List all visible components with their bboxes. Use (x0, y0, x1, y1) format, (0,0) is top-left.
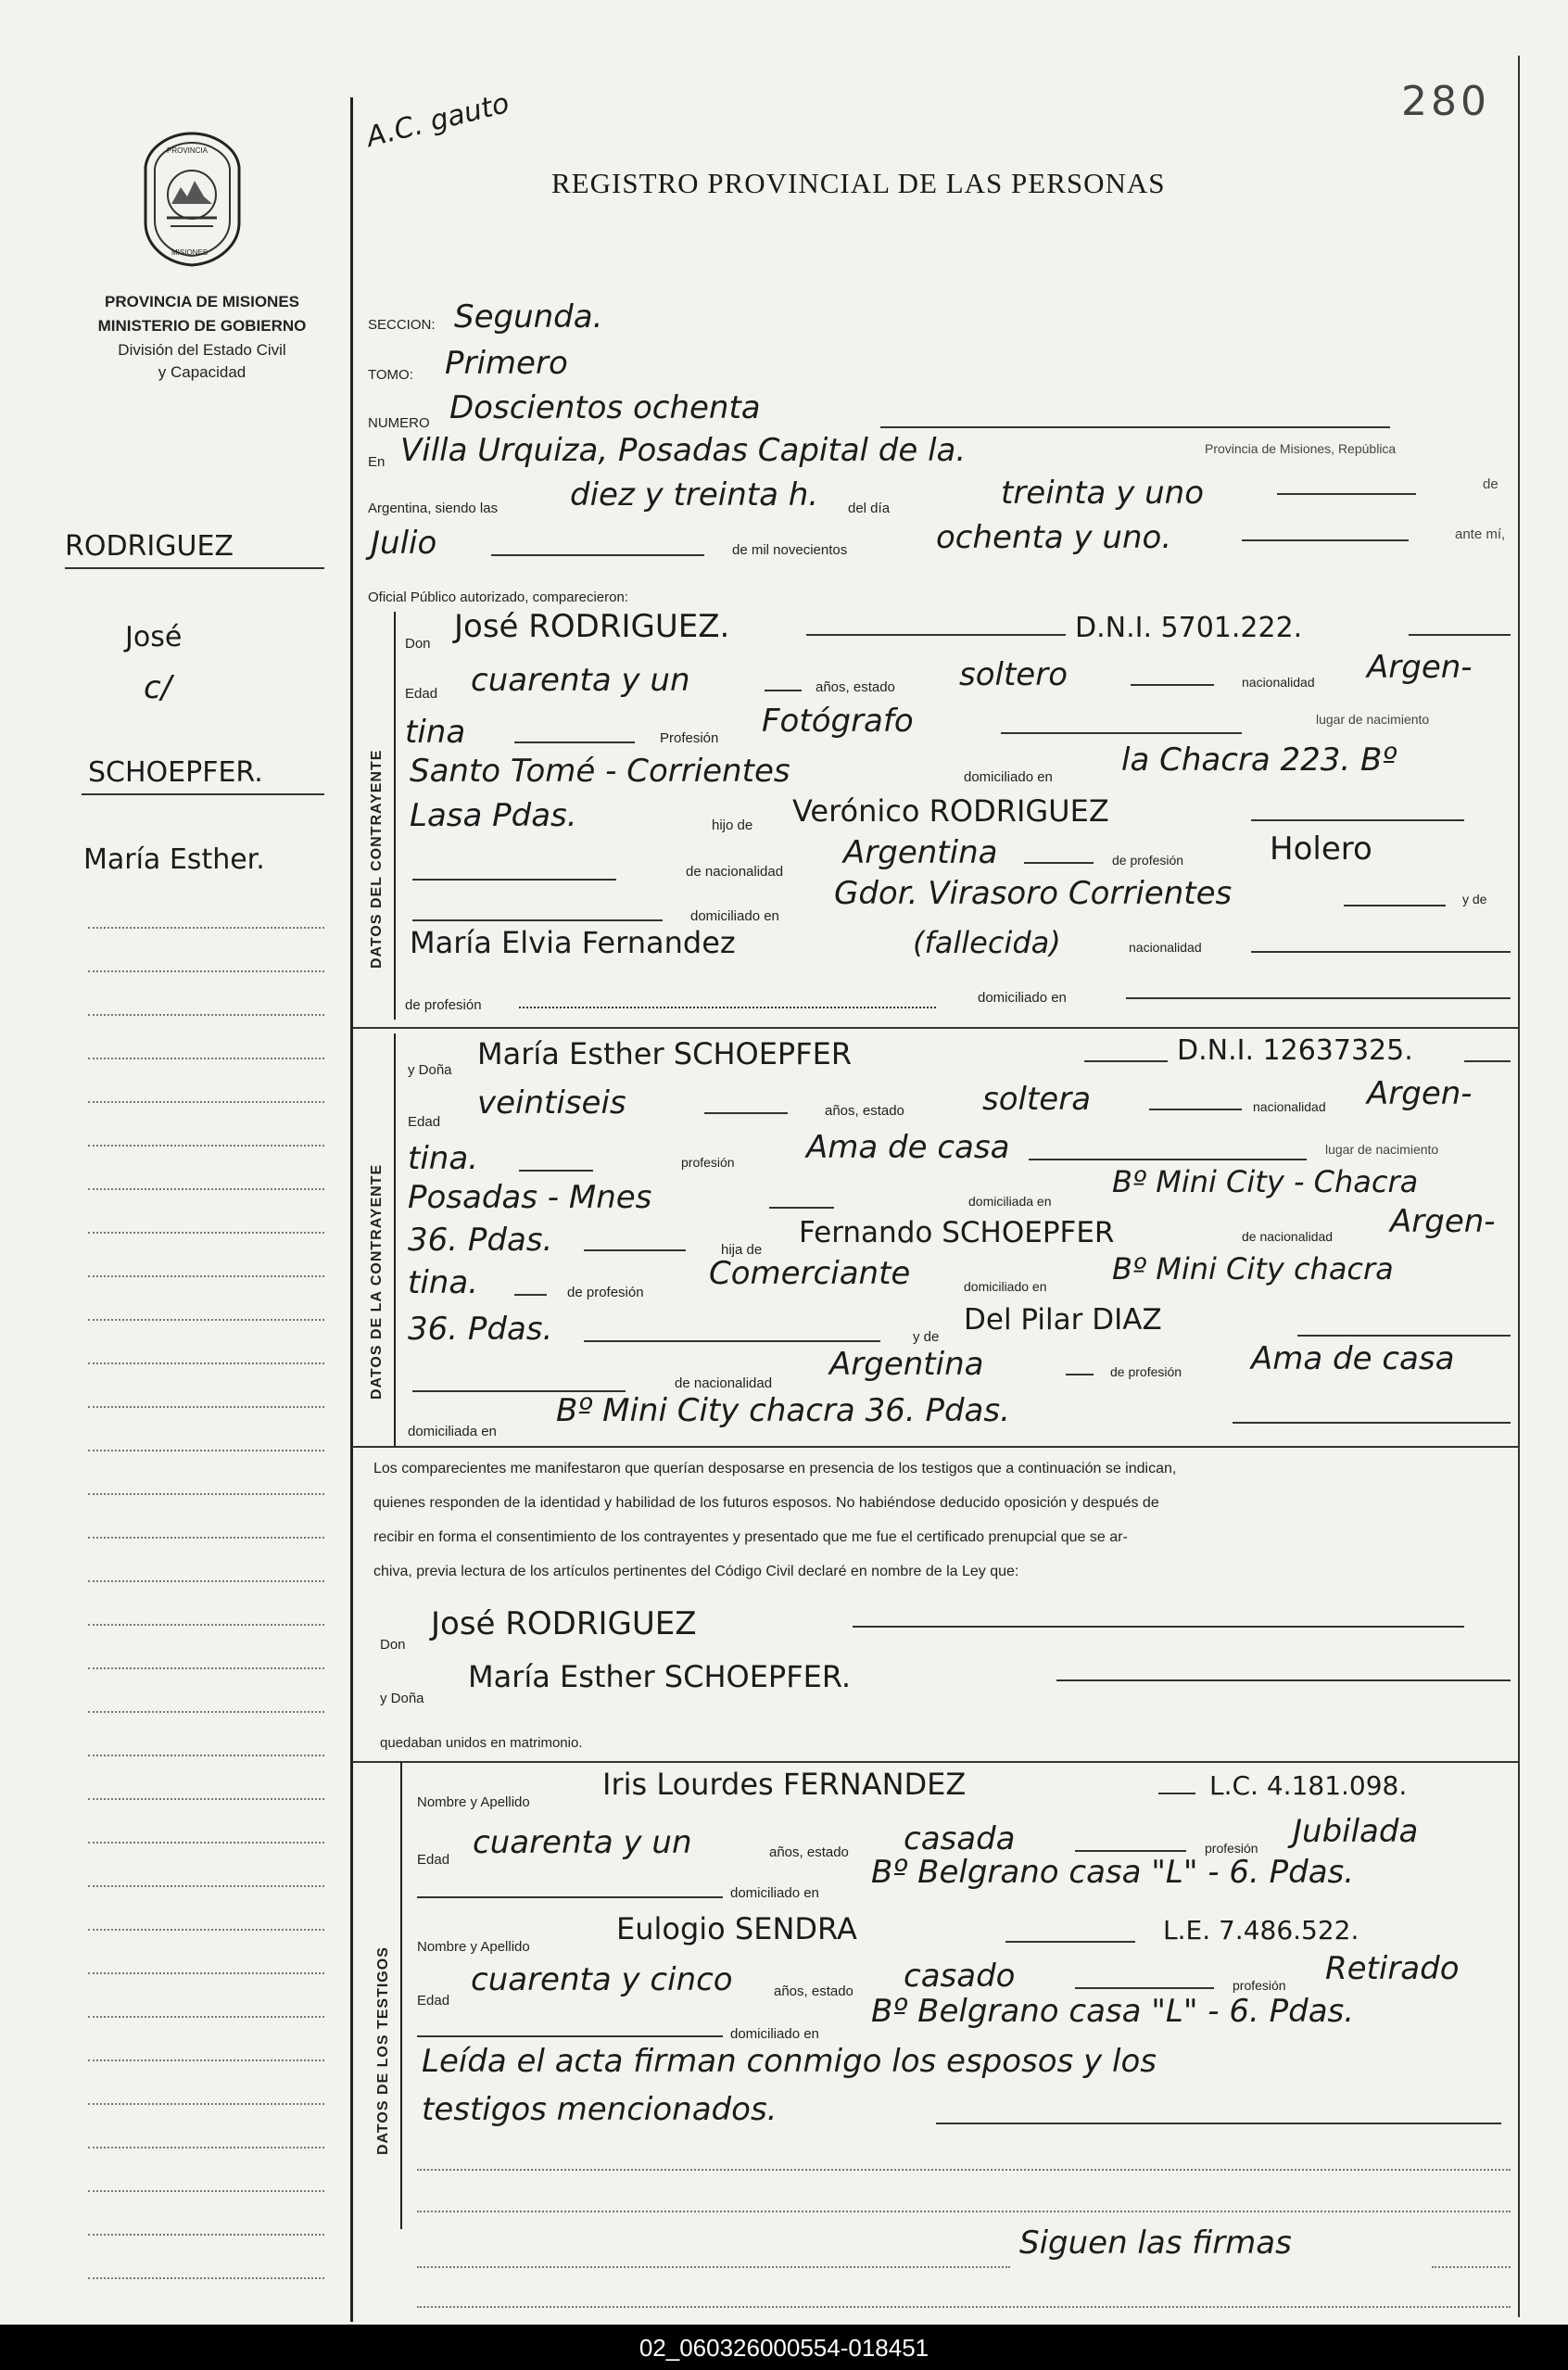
groom-prof: Fotógrafo (762, 703, 914, 740)
bride-nac: Argen- (1367, 1075, 1473, 1112)
bride-fnac-fill (514, 1294, 547, 1296)
groom-prof-label: Profesión (660, 730, 719, 746)
w1-nombre-label: Nombre y Apellido (417, 1794, 530, 1810)
w1-name: Iris Lourdes FERNANDEZ (602, 1767, 967, 1802)
groom-mprof-label: de profesión (405, 997, 482, 1013)
margin-rule-line (88, 1580, 324, 1582)
coat-of-arms-seal (139, 130, 246, 269)
anio-value: ochenta y uno. (936, 519, 1172, 556)
bride-domic-cont: 36. Pdas. (408, 1222, 553, 1259)
bride-domic: Bº Mini City - Chacra (1112, 1164, 1419, 1199)
margin-rule-line (88, 1667, 324, 1669)
w1-anos-label: años, estado (769, 1844, 849, 1860)
groom-fnac-label: de nacionalidad (686, 864, 784, 880)
bride-prof-fill (1029, 1159, 1307, 1160)
margin-rule-line (88, 2190, 324, 2192)
w1-edad-label: Edad (417, 1852, 450, 1868)
groom-dni-fill (1409, 634, 1511, 636)
bride-y-de-label: y de (913, 1329, 940, 1345)
w2-edad-label: Edad (417, 1993, 450, 2009)
mil-label: de mil novecientos (732, 542, 848, 558)
bride-domic-fill (584, 1249, 686, 1251)
bride-mother-fill (1297, 1335, 1511, 1337)
groom-fnac-blank (412, 879, 616, 881)
w2-domic-blank (417, 2035, 723, 2037)
margin-rule-line (88, 1014, 324, 1016)
dia-value: treinta y uno (1001, 475, 1205, 512)
decl-dona-name: María Esther SCHOEPFER. (468, 1659, 852, 1694)
bride-lugar: Posadas - Mnes (408, 1179, 652, 1216)
bride-dona-label: y Doña (408, 1062, 452, 1078)
bride-edad: veintiseis (477, 1084, 626, 1122)
groom-father: Verónico RODRIGUEZ (792, 793, 1109, 829)
groom-nac-label: nacionalidad (1242, 675, 1315, 690)
groom-domic-cont: Lasa Pdas. (410, 797, 577, 834)
margin-rule-line (88, 1450, 324, 1451)
w2-name-fill (1005, 1941, 1135, 1943)
del-dia-label: del día (848, 501, 891, 516)
w2-estado: casado (904, 1958, 1016, 1995)
declaration-line-4: chiva, previa lectura de los artículos pertinentes del Código Civil declaré en nombre de la Ley que: (373, 1564, 1019, 1579)
groom-nac-cont: tina (405, 714, 466, 751)
bride-mnac-label: de nacionalidad (675, 1375, 773, 1391)
margin-rule-line (88, 1362, 324, 1364)
witness-note-line-2: testigos mencionados. (422, 2091, 778, 2128)
margin-rule-line (88, 1624, 324, 1626)
groom-anos-label: años, estado (816, 679, 895, 695)
province-name: PROVINCIA DE MISIONES (104, 293, 299, 311)
footer-bar (0, 2325, 1568, 2370)
groom-lugar-label: lugar de nacimiento (1316, 712, 1430, 727)
w1-name-fill (1158, 1793, 1195, 1794)
groom-father-fill (1251, 819, 1464, 821)
w1-estado: casada (904, 1820, 1016, 1857)
bride-edad-label: Edad (408, 1114, 441, 1130)
groom-fdomic-label: domiciliado en (690, 908, 779, 924)
decl-dona-label: y Doña (380, 1691, 424, 1706)
groom-don-label: Don (405, 636, 431, 652)
groom-fdomic-blank (412, 919, 663, 921)
declaration-line-3: recibir en forma el consentimiento de los contrayentes y presentado que me fue el certificado prenupcial que se ar- (373, 1529, 1128, 1545)
footer-id: 02_060326000554-018451 (639, 2334, 929, 2362)
margin-rule-line (88, 1319, 324, 1321)
groom-domic: la Chacra 223. Bº (1121, 741, 1397, 779)
margin-rule-line (88, 1493, 324, 1495)
bride-side-label: DATOS DE LA CONTRAYENTE (369, 1163, 385, 1400)
groom-fnac-fill (1024, 862, 1094, 864)
bride-fprof: Comerciante (709, 1255, 911, 1292)
witness-blank-line-4 (1432, 2266, 1511, 2268)
bride-estado: soltera (982, 1081, 1092, 1118)
de-label: de (1483, 476, 1498, 492)
margin-rule-line (88, 927, 324, 929)
margin-rule-line (88, 1058, 324, 1059)
groom-fdomic: Gdor. Virasoro Corrientes (834, 875, 1233, 912)
w2-estado-fill (1075, 1987, 1214, 1989)
margin-surname-2: SCHOEPFER. (88, 756, 263, 789)
numero-fill-line (880, 426, 1390, 428)
groom-mprof-fill (519, 1007, 936, 1008)
bride-mdomic-fill (1233, 1422, 1511, 1424)
groom-mnac-fill (1251, 951, 1511, 953)
groom-dni: D.N.I. 5701.222. (1075, 612, 1303, 644)
w2-prof: Retirado (1325, 1950, 1460, 1987)
bride-lugar-fill (769, 1207, 834, 1209)
margin-rule-line (88, 1798, 324, 1800)
bride-prof-label: profesión (681, 1155, 735, 1170)
witness-note-fill (936, 2123, 1501, 2124)
groom-nac: Argen- (1367, 649, 1473, 686)
groom-edad-fill (765, 690, 802, 691)
groom-nac-fill (514, 741, 635, 743)
margin-rule-line (88, 1972, 324, 1974)
decl-don-name: José RODRIGUEZ (431, 1605, 697, 1642)
groom-estado-fill (1131, 684, 1214, 686)
page-number: 280 (1401, 78, 1490, 125)
w1-edad: cuarenta y un (473, 1824, 692, 1861)
bride-mnac: Argentina (829, 1346, 984, 1383)
w2-anos-label: años, estado (774, 1983, 854, 1999)
decl-closing: quedaban unidos en matrimonio. (380, 1735, 583, 1751)
bride-bracket-line (394, 1033, 396, 1446)
groom-name-fill (806, 634, 1066, 636)
groom-domic-label: domiciliado en (964, 769, 1053, 785)
clerk-annotation: A.C. gauto (363, 86, 513, 154)
w1-prof: Jubilada (1293, 1813, 1419, 1850)
groom-mother-note: (fallecida) (913, 925, 1061, 960)
bride-dni: D.N.I. 12637325. (1177, 1034, 1413, 1067)
groom-bracket-line (394, 612, 396, 1020)
mes-fill-line (491, 554, 704, 556)
w1-domic: Bº Belgrano casa "L" - 6. Pdas. (871, 1854, 1355, 1891)
margin-rule-line (88, 1537, 324, 1539)
groom-mother: María Elvia Fernandez (410, 925, 736, 960)
bride-fdomic-cont: 36. Pdas. (408, 1311, 553, 1348)
groom-prof-fill (1001, 732, 1242, 734)
bride-father: Fernando SCHOEPFER (799, 1216, 1115, 1249)
bride-mprof: Ama de casa (1251, 1340, 1455, 1377)
margin-rule-line (88, 1232, 324, 1234)
margin-rule-line (88, 1406, 324, 1408)
tomo-label: TOMO: (368, 367, 413, 383)
w1-estado-fill (1075, 1850, 1186, 1852)
margin-divider-line (350, 97, 353, 2322)
division-line-1: División del Estado Civil (118, 341, 286, 359)
margin-rule-line (88, 1842, 324, 1844)
margin-rule-line (88, 1188, 324, 1190)
groom-edad: cuarenta y un (471, 662, 690, 699)
bride-nac-label: nacionalidad (1253, 1099, 1326, 1114)
en-value: Villa Urquiza, Posadas Capital de la. (400, 432, 967, 469)
bride-mother: Del Pilar DIAZ (964, 1303, 1162, 1337)
mes-value: Julio (371, 525, 437, 562)
w2-domic-label: domiciliado en (730, 2026, 819, 2042)
margin-underline-2 (82, 793, 324, 795)
groom-fprof: Holero (1270, 830, 1372, 868)
bride-anos-label: años, estado (825, 1103, 904, 1119)
bride-mnac-fill (1066, 1374, 1094, 1375)
margin-rule-line (88, 2016, 324, 2018)
decl-don-fill (853, 1626, 1464, 1628)
witness-bracket-line (400, 1761, 402, 2229)
bride-fnac: Argen- (1390, 1203, 1496, 1240)
groom-fdomic-fill (1344, 905, 1446, 906)
seccion-label: SECCION: (368, 317, 436, 333)
groom-side-label: DATOS DEL CONTRAYENTE (369, 749, 385, 969)
bride-estado-fill (1149, 1109, 1242, 1110)
margin-rule-line (88, 970, 324, 972)
margin-given-1: José (125, 621, 183, 653)
bride-prof: Ama de casa (806, 1129, 1010, 1166)
ministry-name: MINISTERIO DE GOBIERNO (97, 317, 307, 335)
margin-rule-line (88, 1885, 324, 1887)
groom-name: José RODRIGUEZ. (454, 608, 730, 645)
w1-domic-label: domiciliado en (730, 1885, 819, 1901)
bride-fnac-label: de nacionalidad (1242, 1229, 1334, 1244)
witness-blank-line-5 (417, 2306, 1511, 2308)
seccion-value: Segunda. (454, 298, 603, 336)
margin-rule-line (88, 1755, 324, 1756)
document-title: REGISTRO PROVINCIAL DE LAS PERSONAS (551, 167, 1166, 199)
bride-domic-label: domiciliada en (968, 1194, 1052, 1209)
bride-name: María Esther SCHOEPFER (477, 1036, 853, 1071)
margin-rule-line (88, 2059, 324, 2061)
witness-blank-line-3 (417, 2266, 1010, 2268)
right-border-line (1518, 56, 1520, 2317)
groom-mdomic-label: domiciliado en (978, 990, 1067, 1006)
groom-estado: soltero (959, 656, 1068, 693)
groom-fnac: Argentina (843, 834, 998, 871)
decl-dona-fill (1056, 1679, 1511, 1681)
witness-blank-line-1 (417, 2169, 1511, 2171)
margin-underline-1 (65, 567, 324, 569)
groom-mdomic-fill (1126, 997, 1511, 999)
groom-lugar: Santo Tomé - Corrientes (410, 753, 790, 790)
bride-lugar-label: lugar de nacimiento (1325, 1142, 1439, 1157)
decl-don-label: Don (380, 1637, 406, 1653)
bride-fnac-cont: tina. (408, 1264, 478, 1301)
margin-rule-line (88, 2103, 324, 2105)
w2-edad: cuarenta y cinco (471, 1961, 733, 1998)
w1-prof-label: profesión (1205, 1841, 1258, 1856)
argentina-label: Argentina, siendo las (368, 501, 499, 516)
anio-fill-line (1242, 539, 1409, 541)
w2-name: Eulogio SENDRA (616, 1911, 857, 1946)
margin-rule-line (88, 2234, 324, 2236)
bride-fprof-label: de profesión (567, 1285, 644, 1300)
bride-dni-fill (1464, 1060, 1511, 1062)
groom-edad-label: Edad (405, 686, 438, 702)
bride-mdomic: Bº Mini City chacra 36. Pdas. (556, 1392, 1010, 1429)
w1-domic-blank (417, 1896, 723, 1898)
w2-doc: L.E. 7.486.522. (1163, 1915, 1359, 1945)
oficial-label: Oficial Público autorizado, comparecieron: (368, 589, 628, 605)
division-line-2: y Capacidad (158, 363, 247, 381)
bride-fdomic: Bº Mini City chacra (1112, 1251, 1394, 1286)
declaration-line-2: quienes responden de la identidad y habilidad de los futuros esposos. No habiéndose deducido oposición y después de (373, 1495, 1159, 1511)
bride-mprof-label: de profesión (1110, 1364, 1182, 1379)
bride-edad-fill (704, 1112, 788, 1114)
groom-mnac-label: nacionalidad (1129, 940, 1202, 955)
declaration-line-1: Los comparecientes me manifestaron que querían desposarse en presencia de los testigos que a continuación se indican, (373, 1461, 1177, 1476)
margin-rule-line (88, 1929, 324, 1931)
groom-section-divider (352, 1027, 1518, 1029)
margin-rule-line (88, 1275, 324, 1277)
witness-note-line-1: Leída el acta firman conmigo los esposos y los (422, 2043, 1157, 2080)
bride-name-fill (1084, 1060, 1168, 1062)
margin-surname-1: RODRIGUEZ (65, 530, 234, 563)
provincia-text: Provincia de Misiones, República (1205, 441, 1397, 456)
bride-fdomic-label: domiciliado en (964, 1279, 1047, 1294)
bride-nac-cont: tina. (408, 1140, 478, 1177)
groom-hijo-label: hijo de (712, 817, 753, 833)
w1-doc: L.C. 4.181.098. (1209, 1770, 1408, 1801)
seal-bottom-text: MISIONES (171, 248, 209, 257)
witness-side-label: DATOS DE LOS TESTIGOS (375, 1946, 391, 2155)
bride-section-divider (352, 1446, 1518, 1448)
margin-rule-line (88, 2147, 324, 2148)
margin-rule-line (88, 1711, 324, 1713)
margin-rule-line (88, 1145, 324, 1147)
groom-fprof-label: de profesión (1112, 853, 1184, 868)
hora-value: diez y treinta h. (570, 476, 819, 513)
margin-connector: c/ (144, 669, 172, 706)
margin-rule-line (88, 1101, 324, 1103)
margin-rule-line (88, 2277, 324, 2279)
w2-prof-label: profesión (1233, 1978, 1286, 1993)
numero-label: NUMERO (368, 415, 430, 431)
numero-value: Doscientos ochenta (449, 389, 761, 426)
declaration-divider (352, 1761, 1518, 1763)
signatures-note: Siguen las firmas (1019, 2224, 1292, 2262)
bride-mdomic-label: domiciliada en (408, 1424, 497, 1439)
dia-fill-line (1277, 493, 1416, 495)
w2-nombre-label: Nombre y Apellido (417, 1939, 530, 1955)
bride-hija-label: hija de (721, 1242, 763, 1258)
declaration-paragraph (373, 1451, 1511, 1589)
bride-nac-fill (519, 1170, 593, 1172)
en-label: En (368, 454, 386, 470)
bride-fdomic-fill (584, 1340, 880, 1342)
groom-y-de-label: y de (1462, 892, 1487, 906)
tomo-value: Primero (445, 345, 568, 382)
seal-top-text: PROVINCIA (167, 146, 209, 155)
ante-label: ante mí, (1455, 526, 1506, 542)
witness-blank-line-2 (417, 2211, 1511, 2212)
w2-domic: Bº Belgrano casa "L" - 6. Pdas. (871, 1993, 1355, 2030)
margin-given-2: María Esther. (83, 843, 265, 876)
